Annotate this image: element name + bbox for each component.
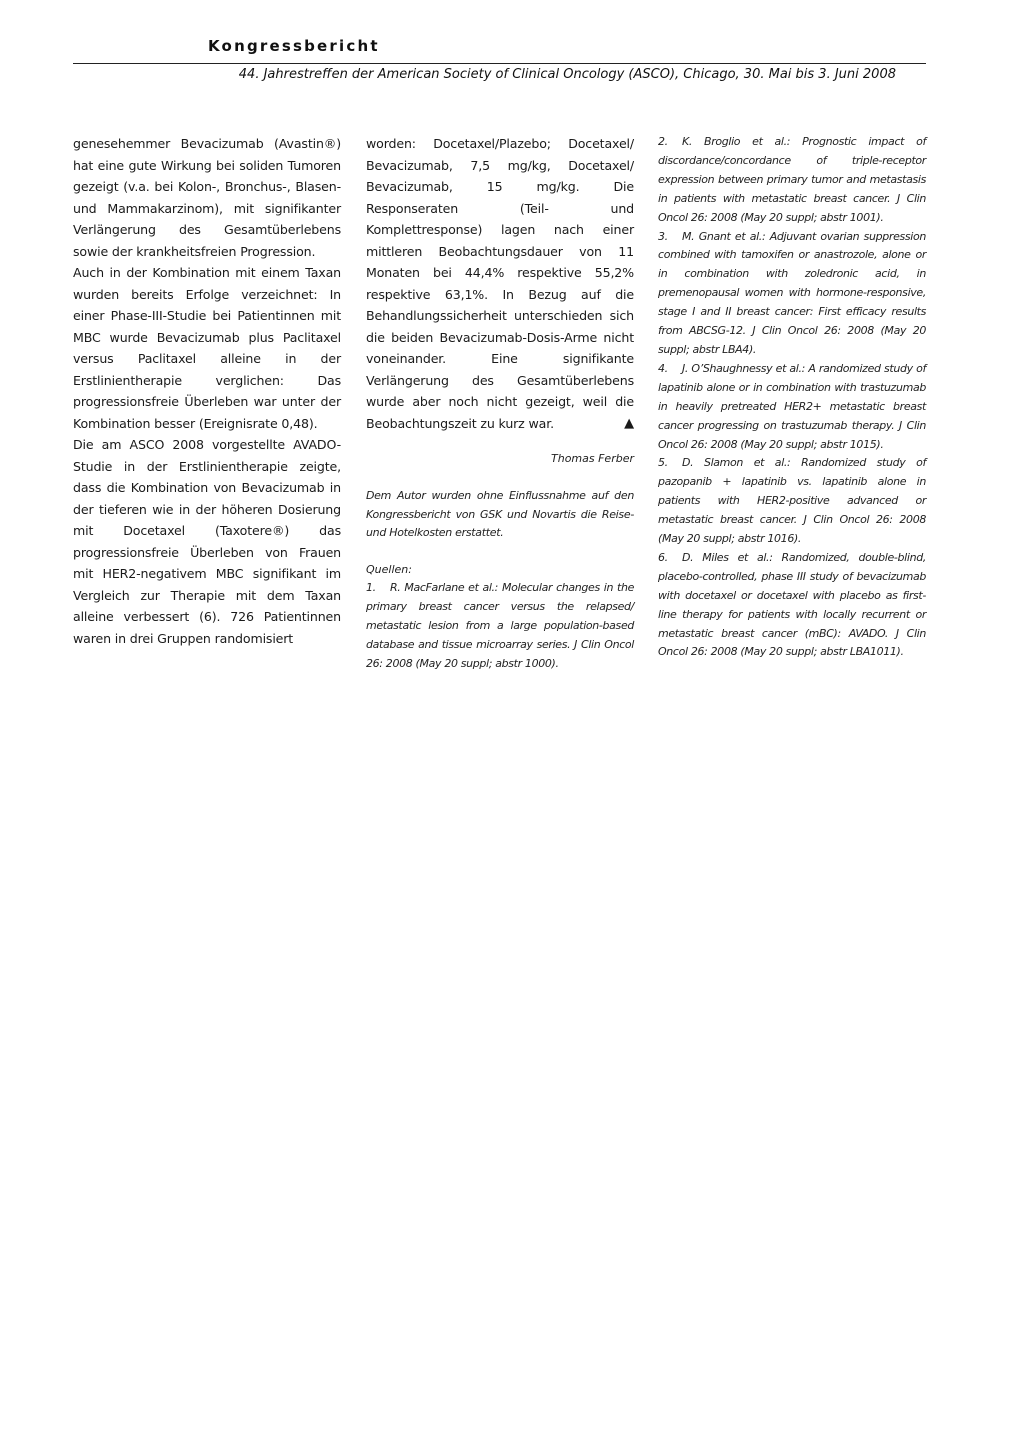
paragraph: Auch in der Kombination mit einem Taxan wurden bereits Erfolge verzeichnet: In einer Phase-III-Studie bei Patientinnen mit MBC wurde Bevacizumab plus Paclitaxel versus Paclitaxel alleine in der Erstlinientherapie verglichen: Das progressionsfreie Überleben war unter der Kombination besser (Ereignisrate 0,48). xyxy=(73,265,341,431)
reference-number: 3. xyxy=(658,229,668,243)
reference-number: 2. xyxy=(658,135,668,148)
reference-text: D. Miles et al.: Randomized, double-blind, placebo-controlled, phase III study of bevacizumab with docetaxel or docetaxel with placebo as first-line therapy for patients with locally recurrent or metastatic breast cancer (mBC): AVADO. J Clin Oncol 26: 2008 (May 20 suppl; abstr LBA1011). xyxy=(658,550,926,659)
reference-item xyxy=(658,454,926,549)
paragraph: Die am ASCO 2008 vorgestellte AVADO-Studie in der Erstlinientherapie zeigte, dass die Kombination von Bevacizumab in der tieferen wie in der höheren Dosierung mit Docetaxel (Taxotere®) das progressionsfreie Überleben von Frauen mit HER2-negativem MBC signifikant im Vergleich zur Therapie mit dem Taxan alleine verbessert (6). 726 Patientinnen waren in drei Gruppen randomisiert xyxy=(73,437,341,646)
paragraph xyxy=(366,133,634,434)
author-name: Thomas Ferber xyxy=(551,452,634,465)
section-title: Kongressbericht xyxy=(208,37,380,55)
column-2 xyxy=(366,133,634,674)
reference-item xyxy=(658,133,926,228)
reference-item xyxy=(366,579,634,674)
end-triangle-icon: ▲ xyxy=(624,415,634,431)
reference-text: D. Slamon et al.: Randomized study of pazopanib + lapatinib vs. lapatinib alone in patients with HER2-positive advanced or metastatic breast cancer. J Clin Oncol 26: 2008 (May 20 suppl; abstr 1016). xyxy=(658,456,926,546)
conference-subtitle: 44. Jahrestreffen der American Society of Clinical Oncology (ASCO), Chicago, 30. Mai bis 3. Juni 2008 xyxy=(238,67,896,82)
reference-number: 6. xyxy=(658,550,668,564)
reference-number: 5. xyxy=(658,456,668,470)
reference-text: M. Gnant et al.: Adjuvant ovarian suppression combined with tamoxifen or anastrozole, alone or in combination with zoledronic acid, in premenopausal women with hormone-responsive, stage I and II breast cancer: First efficacy results from ABCSG-12. J Clin Oncol 26: 2008 (May 20 suppl; abstr LBA4). xyxy=(658,229,926,356)
header-divider xyxy=(73,63,926,64)
reference-number: 4. xyxy=(658,361,668,375)
paragraph: genesehemmer Bevacizumab (Avastin®) hat eine gute Wirkung bei soliden Tumoren gezeigt (v.a. bei Kolon-, Bronchus-, Blasen- und Mammakarzinom), mit signifikanter Verlängerung des Gesamtüberlebens sowie der krankheitsfreien Progression. xyxy=(73,136,341,259)
reference-text: R. MacFarlane et al.: Molecular changes in the primary breast cancer versus the relapsed/ metastatic lesion from a large population-based database and tissue microarray series. J Clin Oncol 26: 2008 (May 20 suppl; abstr 1000). xyxy=(366,581,634,670)
reference-text: J. O’Shaughnessy et al.: A randomized study of lapatinib alone or in combination with trastuzumab in heavily pretreated HER2+ metastatic breast cancer progressing on trastuzumab therapy. J Clin Oncol 26: 2008 (May 20 suppl; abstr 1015). xyxy=(658,361,926,451)
column-3 xyxy=(658,133,926,662)
sources-heading: Quellen: xyxy=(366,562,412,576)
paragraph-text: worden: Docetaxel/Plazebo; Docetaxel/ Bevacizumab, 7,5 mg/kg, Docetaxel/ Bevacizumab, 15 mg/kg. Die Responseraten (Teil- und Komplettresponse) lagen nach einer mittleren Beobachtungsdauer von 11 Monaten bei 44,4% respektive 55,2% respektive 63,1%. In Bezug auf die Behandlungssicherheit unterschieden sich die beiden Bevacizumab-Dosis-Arme nicht voneinander. Eine signifikante Verlängerung des Gesamtüberlebens wurde aber noch nicht gezeigt, weil die Beobachtungszeit zu kurz war. xyxy=(366,136,634,431)
reference-text: K. Broglio et al.: Prognostic impact of discordance/concordance of triple-receptor expression between primary tumor and metastasis in patients with metastatic breast cancer. J Clin Oncol 26: 2008 (May 20 suppl; abstr 1001). xyxy=(658,135,926,224)
reference-item xyxy=(658,549,926,662)
reference-item xyxy=(658,360,926,455)
disclosure-note: Dem Autor wurden ohne Einflussnahme auf den Kongressbericht von GSK und Novartis die Reise- und Hotelkosten erstattet. xyxy=(366,489,634,539)
reference-number: 1. xyxy=(366,581,376,594)
reference-item xyxy=(658,228,926,360)
column-1 xyxy=(73,133,341,649)
